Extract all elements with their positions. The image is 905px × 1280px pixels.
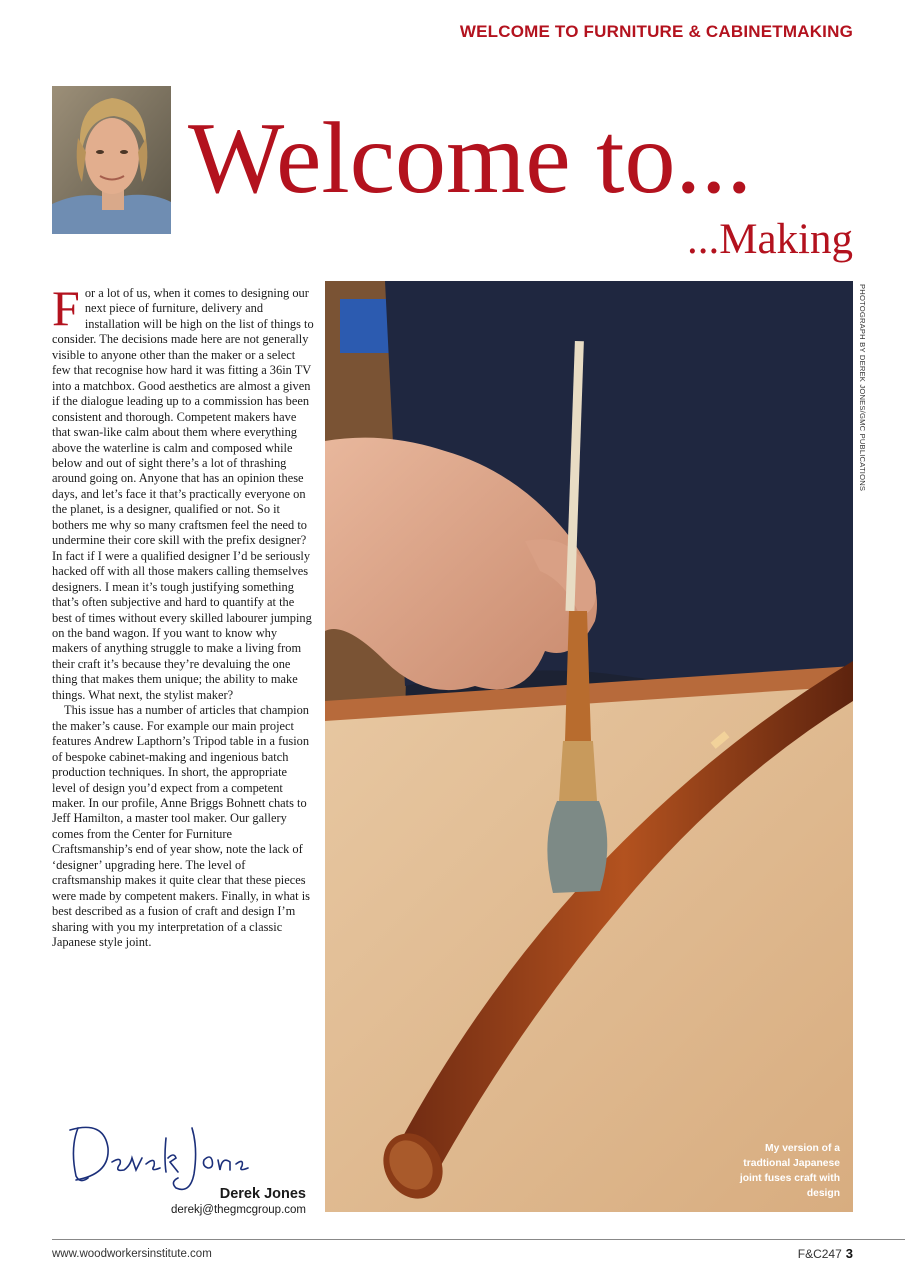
section-header: WELCOME TO FURNITURE & CABINETMAKING bbox=[459, 22, 853, 41]
paragraph-2: This issue has a number of articles that champion the maker’s cause. For example our main project features Andrew Lapthorn’s Tripod table in a fusion of bespoke cabinet-making and ingenious batch production techniques. In short, the appropriate level of design you’d expect from a competent maker. In our profile, Anne Briggs Bohnett chats to Jeff Hamilton, a master tool maker. Our gallery comes from the Center for Furniture Craftsmanship’s end of year show, note the lack of ‘designer’ upgrading here. The level of craftsmanship makes it quite clear that these pieces were made by competent makers. Finally, in what is best described as a fusion of craft and design I’m sharing with you my interpretation of a classic Japanese style joint. bbox=[52, 703, 310, 950]
photo-credit bbox=[855, 284, 869, 584]
author-name: Derek Jones bbox=[219, 1186, 306, 1202]
issue-number: F&C247 bbox=[797, 1247, 842, 1261]
drop-cap: F bbox=[52, 280, 80, 336]
footer-website: www.woodworkersinstitute.com bbox=[52, 1248, 212, 1260]
photo-credit-text: PHOTOGRAPH BY DEREK JONES/GMC PUBLICATIONS bbox=[858, 284, 867, 492]
feature-photo bbox=[325, 281, 853, 1212]
photo-caption: My version of a tradtional Japanese joint fuses craft with design bbox=[739, 1143, 840, 1199]
footer-divider bbox=[52, 1239, 905, 1240]
footer-folio bbox=[798, 1246, 853, 1261]
paragraph-1 bbox=[52, 280, 314, 703]
article-title: Welcome to... bbox=[188, 102, 752, 215]
article-body bbox=[52, 280, 314, 950]
paragraph-1-text: or a lot of us, when it comes to designing our next piece of furniture, delivery and installation will be high on the list of things to consider. The decisions made here are not generally visible to anyone other than the maker or a select few that recognise how hard it was fitting a 36in TV into a matchbox. Good aesthetics are almost a given if the dialogue leading up to a commission has been consistent and thorough. Competent makers have that swan-like calm about them where everything above the waterline is calm and composed while below and out of sight there’s a lot of thrashing around going on. Anyone that has an opinion these days, and let’s face it that’s practically everyone on the planet, is a designer, qualified or not. So it bothers me why so many craftsmen feel the need to undermine their core skill with the prefix designer? In fact if I were a qualified designer I’d be seriously hacked off with all those makers calling themselves designers. I mean it’s tough justifying something that’s often subjective and hard to quantify at the best of times without every skilled labourer jumping on the band wagon. If you want to know why makers of anything struggle to make a living from their craft it’s because they’re devaluing the one thing that makes them unique; the ability to make things. What next, the stylist maker? bbox=[52, 286, 314, 702]
author-email: derekj@thegmcgroup.com bbox=[170, 1204, 306, 1216]
page-number: 3 bbox=[845, 1246, 853, 1261]
author-photo bbox=[52, 86, 171, 234]
article-subtitle: ...Making bbox=[686, 216, 853, 263]
